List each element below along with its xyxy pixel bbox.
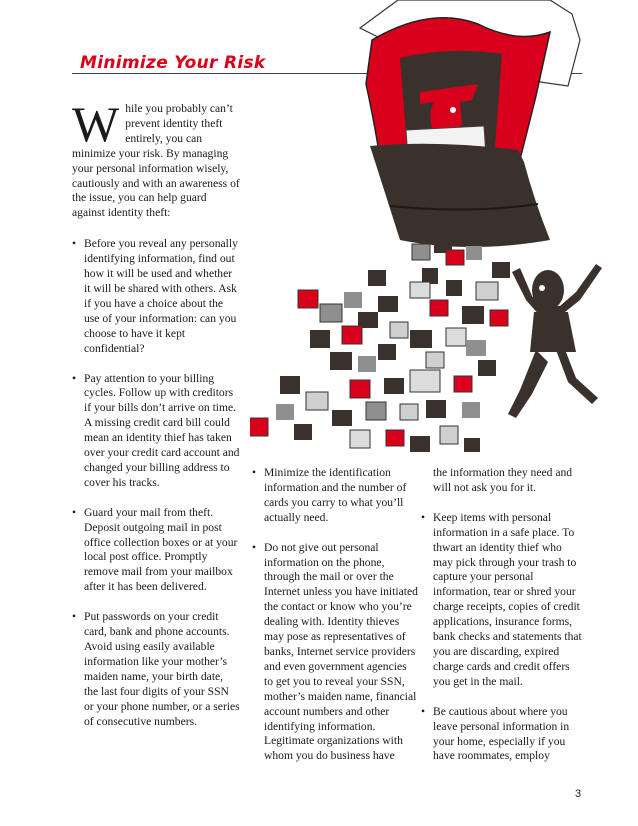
intro-paragraph — [72, 96, 240, 221]
bullet-item: • Pay attention to your billing cycles. Follow up with creditors if your bills don’t arrive on time. A missing credit card bill could mean an identity thief has taken over your credit card account and changed your billing address to cover his tracks. — [72, 372, 240, 491]
thief-figure — [508, 264, 602, 418]
continued-paragraph: the information they need and will not ask you for it. — [433, 466, 573, 494]
drop-cap: W — [72, 96, 120, 152]
bullet-item: • Keep items with personal information in a safe place. To thwart an identity thief who may pick through your trash to capture your personal information, tear or shred your charge receipts, copies of credit applications, insurance forms, bank checks and statements that you are discarding, expired charge cards and credit offers you get in the mail. — [421, 511, 583, 690]
bullet-item: • Do not give out personal information on the phone, through the mail or over the Internet unless you have initiated the contact or know who you’re dealing with. Identity thieves may pose as representatives of banks, Internet service providers and even government agencies to get you to reveal your SSN, mother’s maiden name, financial account numbers and other identifying information. Legitimate organizations with whom you do business have — [252, 541, 418, 765]
shredder-thief-illustration — [250, 0, 638, 470]
bullet-item: • Put passwords on your credit card, bank and phone accounts. Avoid using easily available information like your mother’s maiden name, your birth date, the last four digits of your SSN or your phone number, or a series of consecutive numbers. — [72, 610, 240, 729]
paper-shred-pieces — [250, 238, 510, 452]
column-1 — [72, 96, 240, 744]
bullet-list-col3 — [421, 511, 583, 765]
intro-text: hile you probably can’t prevent identity theft entirely, you can minimize your risk. By managing your personal information wisely, cautiously and with an awareness of the issue, you can help guard against identity theft: — [72, 102, 240, 220]
bullet-item: • Guard your mail from theft. Deposit outgoing mail in post office collection boxes or at your local post office. Promptly remove mail from your mailbox after it has been delivered. — [72, 506, 240, 595]
bullet-list-col2 — [252, 466, 418, 764]
column-3 — [421, 466, 583, 779]
bullet-item: • Minimize the identification information and the number of cards you carry to what you’ll actually need. — [252, 466, 418, 526]
page-number: 3 — [575, 788, 582, 800]
page-title: Minimize Your Risk — [80, 53, 266, 73]
column-2 — [252, 466, 418, 779]
bullet-list-col1 — [72, 237, 240, 729]
bullet-item: • Be cautious about where you leave personal information in your home, especially if you have roommates, employ — [421, 705, 583, 765]
shredder-body — [370, 144, 550, 247]
bullet-item: • Before you reveal any personally identifying information, find out how it will be used and whether it will be shared with others. Ask if you have a choice about the use of your information: can you choose to have it kept confidential? — [72, 237, 240, 356]
